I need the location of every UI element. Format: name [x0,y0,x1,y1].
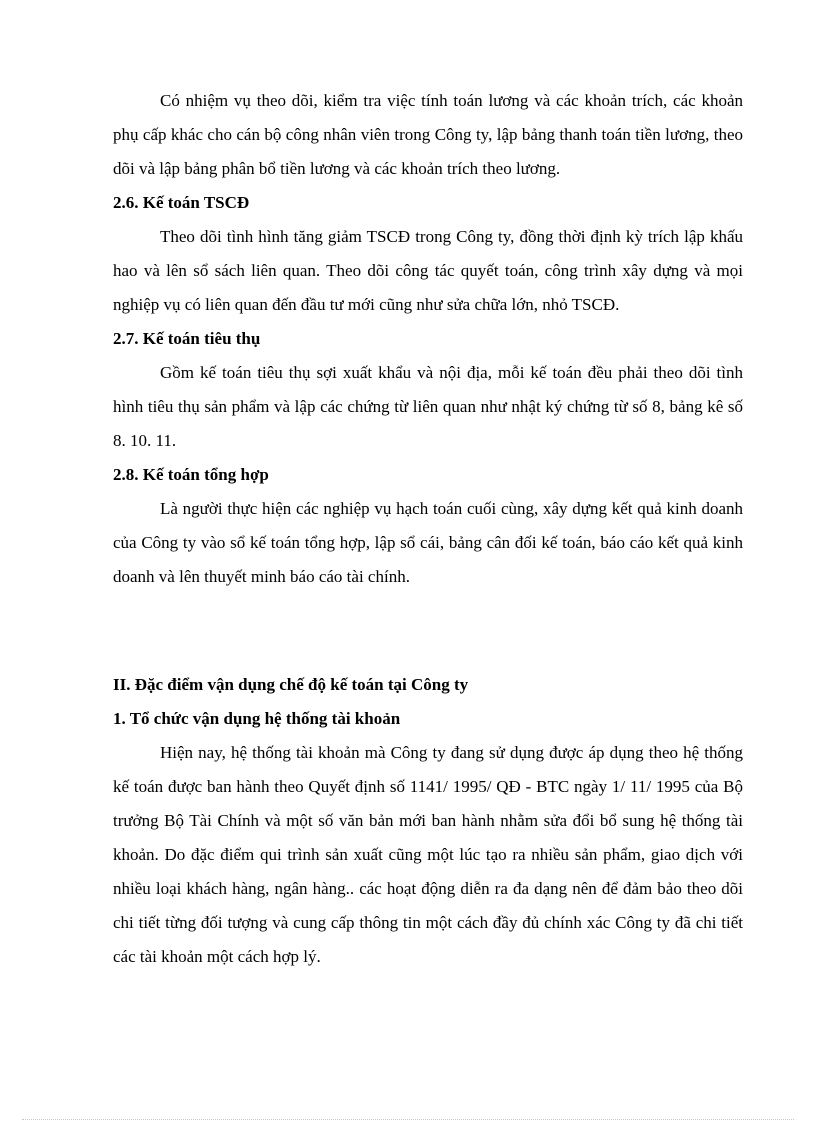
intro-paragraph: Có nhiệm vụ theo dõi, kiểm tra việc tính toán lương và các khoản trích, các khoản phụ cấp khác cho cán bộ công nhân viên trong Công ty, lập bảng thanh toán tiền lương, theo dõi và lập bảng phân bổ tiền lương và các khoản trích theo lương. [113,91,743,178]
paragraph-general-accounting: Là người thực hiện các nghiệp vụ hạch toán cuối cùng, xây dựng kết quả kinh doanh của Công ty vào sổ kế toán tổng hợp, lập sổ cái, bảng cân đối kế toán, báo cáo kết quả kinh doanh và lên thuyết minh báo cáo tài chính. [113,499,743,586]
section-spacer [113,594,743,668]
paragraph-sales: Gồm kế toán tiêu thụ sợi xuất khẩu và nội địa, mỗi kế toán đều phải theo dõi tình hình tiêu thụ sản phẩm và lập các chứng từ liên quan như nhật ký chứng từ số 8, bảng kê số 8. 10. 11. [113,363,743,450]
heading-fixed-assets: 2.6. Kế toán TSCĐ [113,193,250,212]
page-bottom-divider [22,1119,794,1120]
heading-general-accounting: 2.8. Kế toán tổng hợp [113,465,269,484]
section-title-part2: II. Đặc điểm vận dụng chế độ kế toán tại Công ty [113,675,469,694]
paragraph-account-system: Hiện nay, hệ thống tài khoản mà Công ty đang sử dụng được áp dụng theo hệ thống kế toán được ban hành theo Quyết định số 1141/ 1995/ QĐ - BTC ngày 1/ 11/ 1995 của Bộ trưởng Bộ Tài Chính và một số văn bản mới ban hành nhằm sửa đổi bổ sung hệ thống tài khoản. Do đặc điểm qui trình sản xuất cũng một lúc tạo ra nhiều sản phẩm, giao dịch với nhiều loại khách hàng, ngân hàng.. các hoạt động diễn ra đa dạng nên để đảm bảo theo dõi chi tiết từng đối tượng và cung cấp thông tin một cách đầy đủ chính xác Công ty đã chi tiết các tài khoản một cách hợp lý. [113,743,743,966]
heading-sales: 2.7. Kế toán tiêu thụ [113,329,261,348]
heading-account-system: 1. Tổ chức vận dụng hệ thống tài khoản [113,709,401,728]
document-page [113,84,743,974]
paragraph-fixed-assets: Theo dõi tình hình tăng giảm TSCĐ trong Công ty, đồng thời định kỳ trích lập khấu hao và lên sổ sách liên quan. Theo dõi công tác quyết toán, công trình xây dựng và mọi nghiệp vụ có liên quan đến đầu tư mới cũng như sửa chữa lớn, nhỏ TSCĐ. [113,227,743,314]
